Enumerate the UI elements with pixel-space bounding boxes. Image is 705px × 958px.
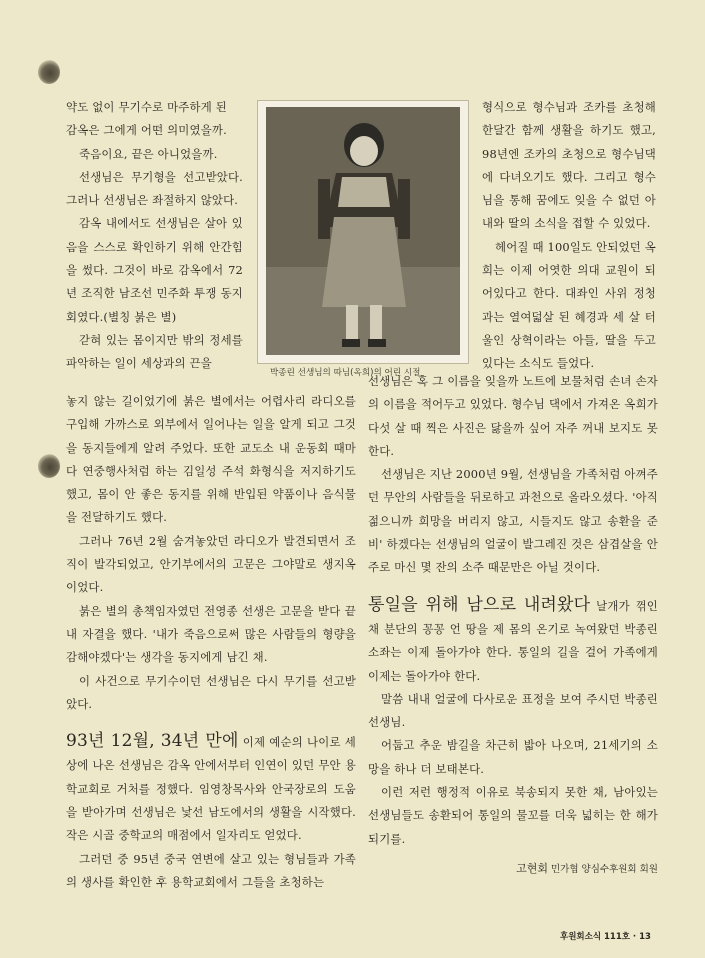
paragraph: 감옥은 그에게 어떤 의미였을까. [66, 123, 227, 138]
author-affiliation: 민가협 양심수후원회 회원 [551, 864, 658, 875]
paragraph: 갇혀 있는 몸이지만 밖의 정세를 파악하는 일이 세상과의 끈을 [66, 332, 243, 371]
paragraph: 붉은 별의 총책임자였던 전영종 선생은 고문을 받다 끝내 자결을 했다. '내가 죽음으로써 많은 사람들의 형량을 감해야겠다'는 생각을 동지에게 남긴 채. [66, 603, 356, 665]
paragraph: 감옥 내에서도 선생님은 살아 있음을 스스로 확인하기 위해 안간힘을 썼다. 그것이 바로 감옥에서 72년 조직한 남조선 민주화 투쟁 동지회였다.(별칭 붉은 별) [66, 216, 243, 324]
section-heading: 통일을 위해 남으로 내려왔다 [368, 594, 591, 615]
punch-hole [38, 454, 60, 478]
left-column-top [66, 96, 243, 376]
right-column-bottom [368, 370, 658, 851]
paragraph: 이 사건으로 무기수이던 선생님은 다시 무기를 선고받았다. [66, 673, 356, 711]
paragraph: 놓지 않는 길이었기에 붉은 별에서는 어렵사리 라디오를 구입해 가까스로 외부에서 일어나는 일을 알게 되고 그것을 동지들에게 알려 주었다. 또한 교도소 내 운동회 때마다 연중행사처럼 하는 김일성 주석 화형식을 저지하기도 했고, 몸이 안 좋은 동지를 위해 반입된 약품이나 음식물을 전달하기도 했다. [66, 394, 356, 525]
paragraph: 선생님은 혹 그 이름을 잊을까 노트에 보물처럼 손녀 손자의 이름을 적어두고 있었다. 형수님 댁에서 가져온 옥희가 다섯 살 때 찍은 사진은 닳을까 싶어 자주 꺼내 보지도 못한다. [368, 374, 658, 458]
paragraph: 형식으로 형수님과 조카를 초청해 한달간 함께 생활을 하기도 했고, 98년엔 조카의 초청으로 형수님댁에 다녀오기도 했다. 그리고 형수님을 통해 꿈에도 잊을 수 없던 아내와 딸의 소식을 접할 수 있었다. [482, 100, 656, 231]
child-figure-icon [266, 107, 460, 355]
photo-frame [257, 100, 469, 364]
page-footer: 후원회소식 111호 · 13 [560, 932, 651, 942]
paragraph: 선생님은 지난 2000년 9월, 선생님을 가족처럼 아껴주던 무안의 사람들을 뒤로하고 과천으로 올라오셨다. '아직 젊으니까 희망을 버리지 않고, 시들지도 않고 송환을 준비' 하겠다는 선생님의 얼굴이 발그레진 것은 삼겹살을 안주로 마신 몇 잔의 소주 때문만은 아닐 것이다. [368, 467, 658, 575]
punch-hole [38, 60, 60, 84]
paragraph: 약도 없이 무기수로 마주하게 된 [66, 100, 227, 114]
paragraph: 헤어질 때 100일도 안되었던 옥희는 이제 어엿한 의대 교원이 되어있다고 한다. 대좌인 사위 정청과는 열여덟살 된 혜경과 세 살 터울인 상혁이라는 아들, 딸을 두고 있다는 소식도 들었다. [482, 239, 656, 371]
child-photo [266, 107, 460, 355]
paragraph: 날개가 꺾인 채 분단의 꽁꽁 언 땅을 제 몸의 온기로 녹여왔던 박종린 소좌는 이제 돌아가야 한다. 통일의 길을 걸어 가족에게 이제는 돌아가야 한다. [368, 598, 659, 683]
section-heading: 93년 12월, 34년 만에 [66, 731, 239, 752]
paragraph: 그러나 76년 2월 숨겨놓았던 라디오가 발견되면서 조직이 발각되었고, 안기부에서의 고문은 그야말로 생지옥이었다. [66, 533, 356, 595]
paragraph: 어둡고 추운 밤길을 차근히 밟아 나오며, 21세기의 소망을 하나 더 보태본다. [368, 738, 658, 776]
photo-caption: 박종린 선생님의 따님(옥희)의 어린 시절 [270, 368, 421, 378]
paragraph: 죽음이요, 끝은 아니었을까. [79, 146, 218, 161]
author-signature [478, 860, 658, 876]
paragraph: 말씀 내내 얼굴에 다사로운 표정을 보여 주시던 박종린 선생님. [368, 691, 658, 730]
paragraph: 선생님은 무기형을 선고받았다. 그러나 선생님은 좌절하지 않았다. [66, 169, 243, 208]
paragraph: 이런 저런 행정적 이유로 북송되지 못한 채, 남아있는 선생님들도 송환되어 통일의 물꼬를 더욱 넓히는 한 해가 되기를. [368, 785, 658, 846]
paragraph: 그러던 중 95년 중국 연변에 살고 있는 형님들과 가족의 생사를 확인한 후 용학교회에서 그들을 초청하는 [66, 851, 356, 889]
author-name: 고현회 [516, 862, 548, 875]
paragraph: 이제 예순의 나이로 세상에 나온 선생님은 감옥 안에서부터 인연이 있던 무안 용학교회로 거처를 정했다. 임영창목사와 안국장로의 도움을 받아가며 선생님은 낯선 남도에서의 생활을 시작했다. 작은 시골 중학교의 매점에서 일자리도 얻었다. [66, 735, 357, 843]
left-column-bottom [66, 390, 356, 894]
right-column-top [482, 96, 656, 376]
